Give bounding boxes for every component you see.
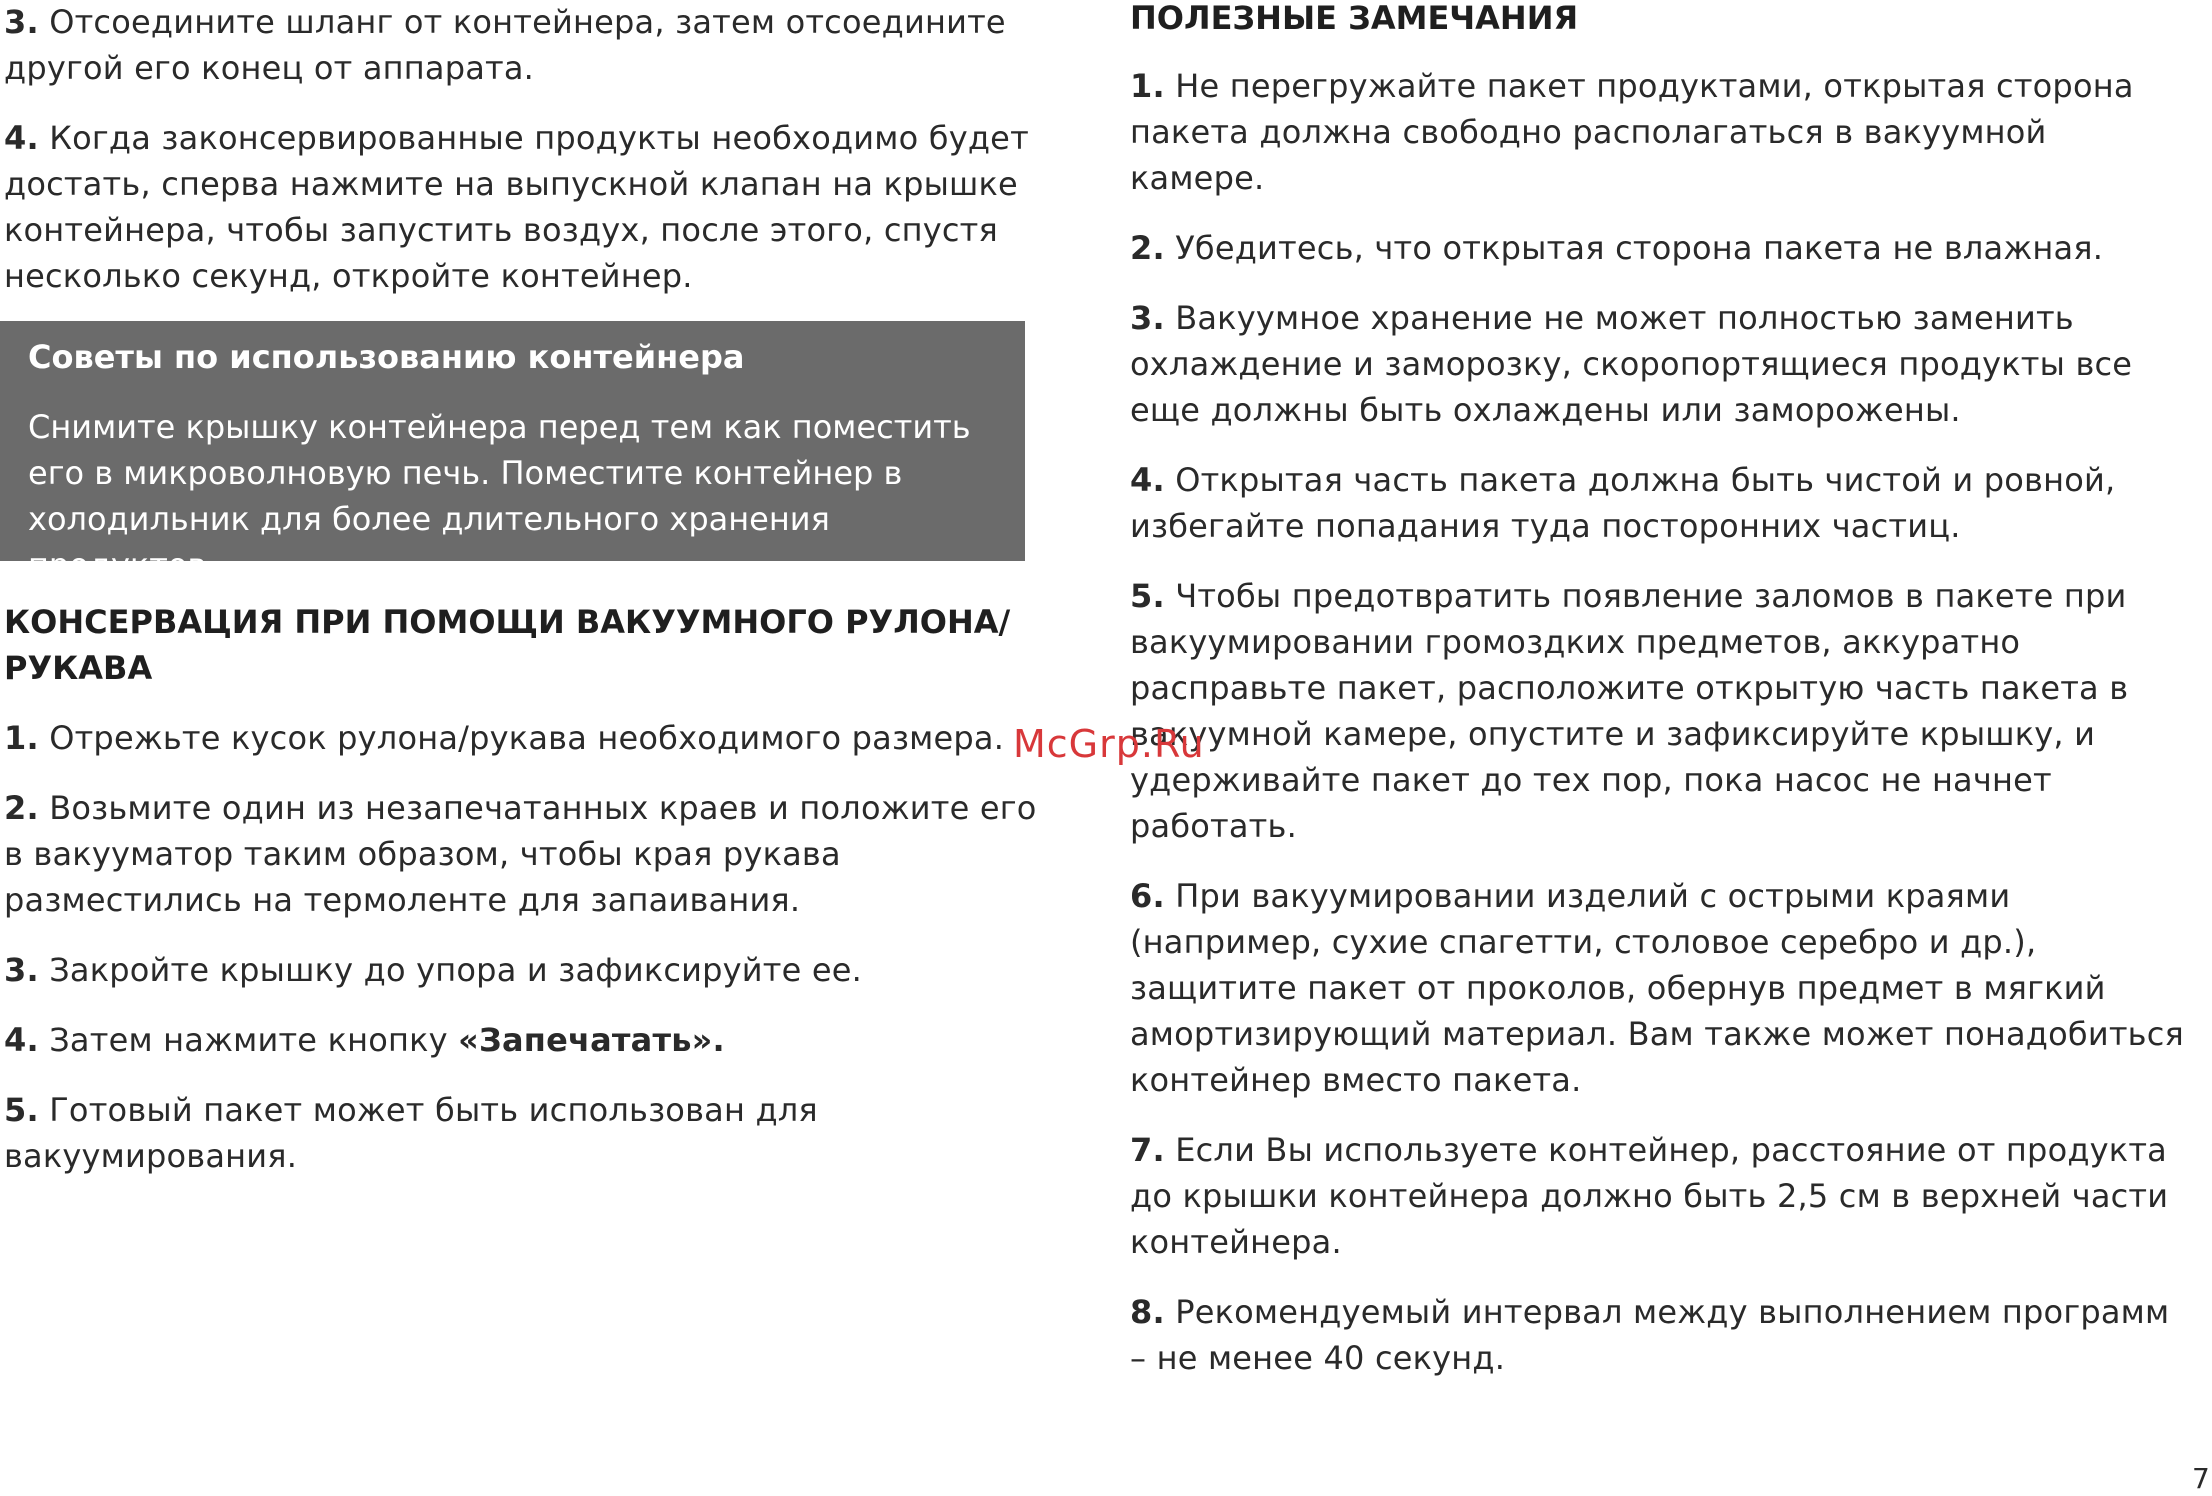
list-item [1130, 1289, 2190, 1381]
item-number: 8. [1130, 1293, 1165, 1331]
list-item [1130, 295, 2190, 433]
item-number: 6. [1130, 877, 1165, 915]
item-text: Открытая часть пакета должна быть чистой и ровной, избегайте попадания туда посторонних частиц. [1130, 461, 2116, 545]
list-item [4, 715, 1039, 761]
section-heading: ПОЛЕЗНЫЕ ЗАМЕЧАНИЯ [1130, 0, 1579, 37]
list-item [4, 1087, 1039, 1179]
item-text: Отсоедините шланг от контейнера, затем отсоедините другой его конец от аппарата. [4, 3, 1006, 87]
list-item [1130, 225, 2190, 271]
item-number: 4. [4, 1021, 39, 1059]
item-text: Не перегружайте пакет продуктами, открытая сторона пакета должна свободно располагаться в вакуумной камере. [1130, 67, 2134, 197]
item-number: 1. [1130, 67, 1165, 105]
item-text: При вакуумировании изделий с острыми краями (например, сухие спагетти, столовое серебро и др.), защитите пакет от проколов, обернув предмет в мягкий амортизирующий материал. Вам также может понадобиться контейнер вместо пакета. [1130, 877, 2184, 1099]
roll-section [4, 599, 1039, 1203]
item-number: 5. [1130, 577, 1165, 615]
item-number: 3. [4, 951, 39, 989]
tips-text: Снимите крышку контейнера перед тем как поместить его в микроволновую печь. Поместите контейнер в холодильник для более длительного хранения продуктов. [28, 408, 971, 584]
item-text: Чтобы предотвратить появление заломов в пакете при вакуумировании громоздких предметов, аккуратно расправьте пакет, расположите открытую часть пакета в вакуумной камере, опустите и зафиксируйте крышку, и удерживайте пакет до тех пор, пока насос не начнет работать. [1130, 577, 2129, 845]
item-text: Готовый пакет может быть использован для вакуумирования. [4, 1091, 818, 1175]
item-number: 4. [1130, 461, 1165, 499]
list-item [1130, 457, 2190, 549]
item-number: 7. [1130, 1131, 1165, 1169]
item-text: Убедитесь, что открытая сторона пакета не влажная. [1175, 229, 2104, 267]
item-number: 1. [4, 719, 39, 757]
tips-title: Советы по использованию контейнера [28, 338, 745, 376]
item-text: Когда законсервированные продукты необходимо будет достать, сперва нажмите на выпускной клапан на крышке контейнера, чтобы запустить воздух, после этого, спустя несколько секунд, откройте контейнер. [4, 119, 1029, 295]
list-item [4, 0, 1039, 91]
notes-section [1130, 0, 2190, 1405]
section-heading: КОНСЕРВАЦИЯ ПРИ ПОМОЩИ ВАКУУМНОГО РУЛОНА/РУКАВА [4, 603, 1011, 687]
item-text: Рекомендуемый интервал между выполнением программ – не менее 40 секунд. [1130, 1293, 2170, 1377]
list-item [1130, 573, 2190, 849]
item-number: 2. [4, 789, 39, 827]
list-item [4, 115, 1039, 299]
item-number: 4. [4, 119, 39, 157]
list-item [1130, 63, 2190, 201]
watermark: McGrp.Ru [1013, 722, 1205, 766]
list-item [4, 947, 1039, 993]
list-item [4, 1017, 1039, 1063]
item-text: Затем нажмите кнопку [49, 1021, 459, 1059]
item-text: Если Вы используете контейнер, расстояние от продукта до крышки контейнера должно быть 2,5 см в верхней части контейнера. [1130, 1131, 2169, 1261]
item-number: 5. [4, 1091, 39, 1129]
item-number: 2. [1130, 229, 1165, 267]
list-item [4, 785, 1039, 923]
list-item [1130, 873, 2190, 1103]
left-top-list [4, 0, 1039, 323]
item-text: Вакуумное хранение не может полностью заменить охлаждение и заморозку, скоропортящиеся продукты все еще должны быть охлаждены или заморожены. [1130, 299, 2133, 429]
button-name-text: «Запечатать». [458, 1021, 725, 1059]
tips-box [0, 321, 1025, 584]
item-text: Возьмите один из незапечатанных краев и положите его в вакууматор таким образом, чтобы края рукава разместились на термоленте для запаивания. [4, 789, 1037, 919]
item-text: Закройте крышку до упора и зафиксируйте ее. [49, 951, 863, 989]
item-number: 3. [1130, 299, 1165, 337]
list-item [1130, 1127, 2190, 1265]
page-number: 7 [2192, 1462, 2210, 1495]
item-number: 3. [4, 3, 39, 41]
item-text: Отрежьте кусок рулона/рукава необходимого размера. [49, 719, 1005, 757]
